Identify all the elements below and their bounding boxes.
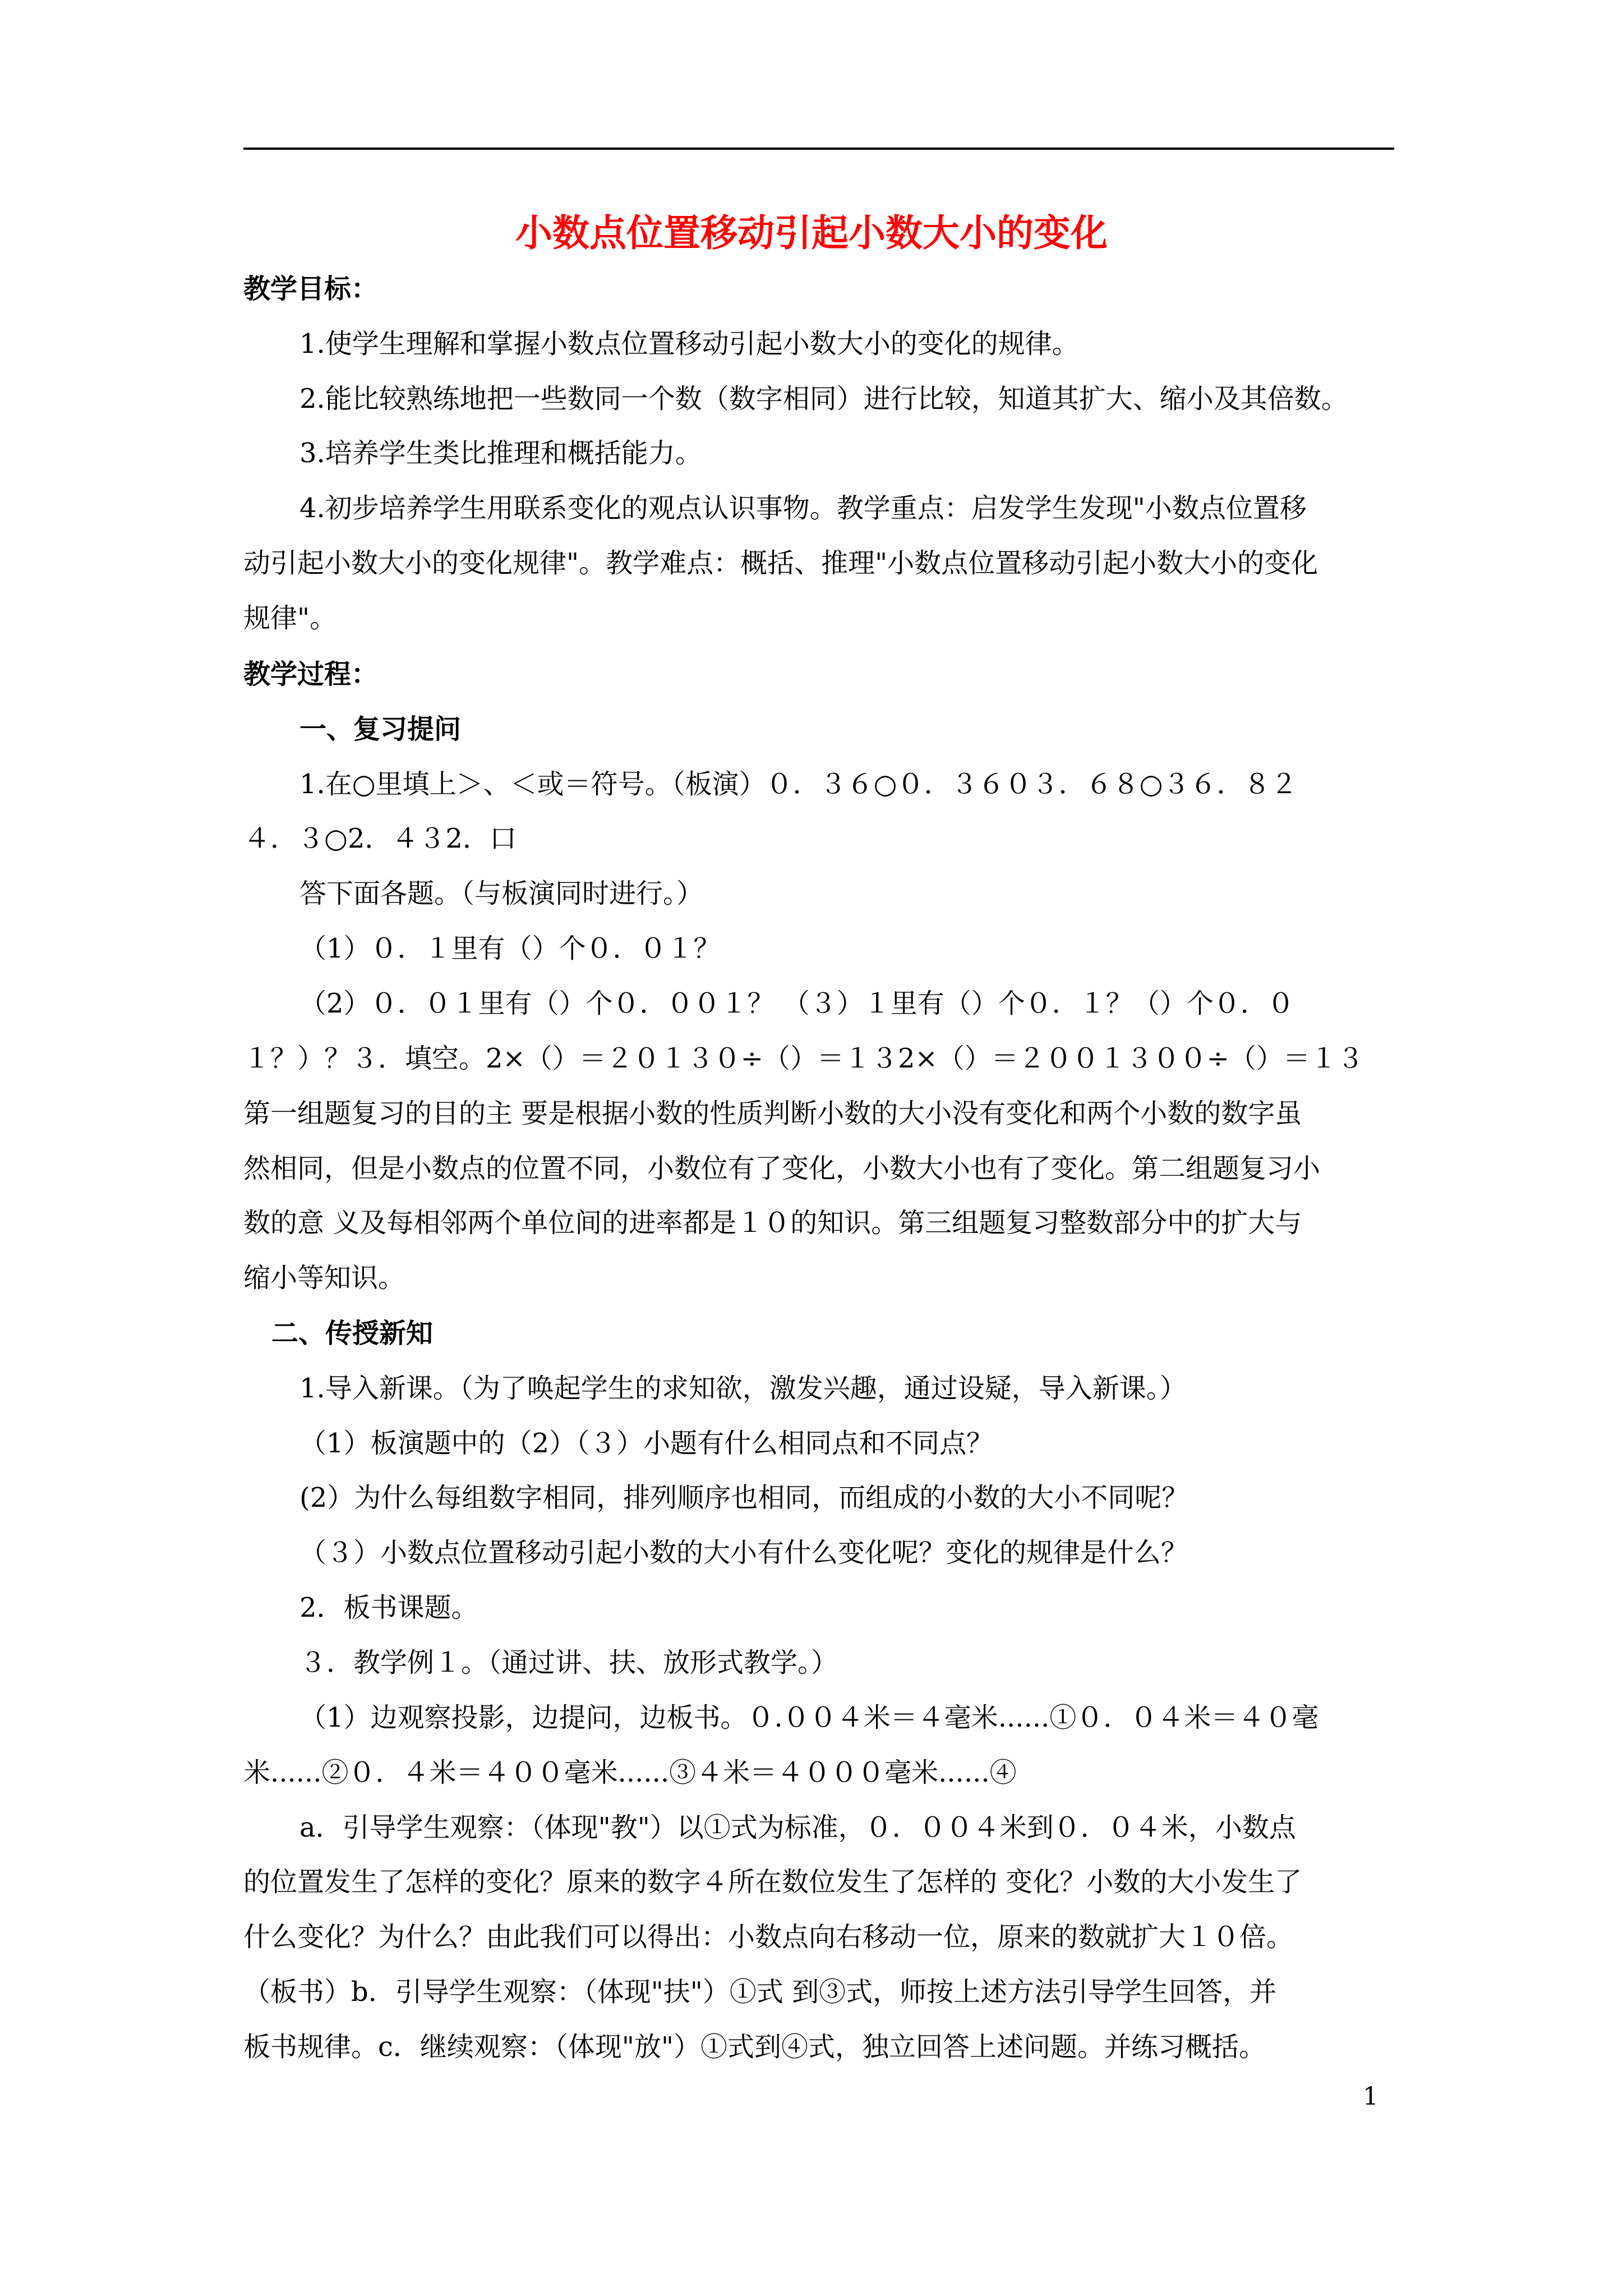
header-rule (243, 148, 1394, 150)
paragraph-line: 数的意 义及每相邻两个单位间的进率都是１０的知识。第三组题复习整数部分中的扩大与 (243, 1207, 1302, 1239)
paragraph-line: 1.导入新课。（为了唤起学生的求知欲，激发兴趣，通过设疑，导入新课。） (299, 1373, 1187, 1404)
paragraph-line: 动引起小数大小的变化规律"。教学难点：概括、推理"小数点位置移动引起小数大小的变化 (243, 547, 1318, 579)
page-title: 小数点位置移动引起小数大小的变化 (515, 211, 1108, 255)
paragraph-line: 2．板书课题。 (299, 1592, 478, 1623)
subsection-heading-review: 一、复习提问 (299, 714, 462, 745)
paragraph-line: 3.培养学生类比推理和概括能力。 (299, 438, 702, 469)
paragraph-line: 答下面各题。（与板演同时进行。） (299, 878, 704, 909)
paragraph-line: （1）边观察投影，边提问，边板书。０.００４米＝４毫米......①０．０４米＝４０毫 (299, 1702, 1319, 1733)
paragraph-line: １？）？３．填空。2×（）＝２０１３０÷（）＝１３2×（）＝２００１３００÷（）＝１３ (243, 1043, 1364, 1074)
paragraph-line: （2）０．０１里有（）个０．００１？ （３）１里有（）个０．１？（）个０．０ (299, 988, 1294, 1019)
paragraph-line: 米......②０．４米＝４００毫米......③４米＝４０００毫米......④ (243, 1757, 1017, 1788)
section-heading-objectives: 教学目标： (243, 273, 379, 305)
paragraph-line: （1）板演题中的（2）（３）小题有什么相同点和不同点？ (299, 1428, 994, 1459)
paragraph-line: 规律"。 (243, 602, 337, 634)
paragraph-line: 第一组题复习的目的主 要是根据小数的性质判断小数的大小没有变化和两个小数的数字虽 (243, 1098, 1302, 1129)
paragraph-line: 什么变化？为什么？由此我们可以得出：小数点向右移动一位，原来的数就扩大１０倍。 (243, 1921, 1294, 1953)
paragraph-line: （1）０．１里有（）个０．０１？ (299, 933, 721, 964)
paragraph-line: 4.初步培养学生用联系变化的观点认识事物。教学重点：启发学生发现"小数点位置移 (299, 493, 1307, 524)
paragraph-line: 板书规律。c．继续观察：（体现"放"）①式到④式，独立回答上述问题。并练习概括。 (243, 2031, 1266, 2063)
paragraph-line: 的位置发生了怎样的变化？原来的数字４所在数位发生了怎样的 变化？小数的大小发生了 (243, 1866, 1302, 1898)
section-heading-process: 教学过程： (243, 659, 379, 690)
paragraph-line: 然相同，但是小数点的位置不同，小数位有了变化，小数大小也有了变化。第二组题复习小 (243, 1153, 1321, 1184)
paragraph-line: 1.在○里填上＞、＜或＝符号。（板演）０．３６○０．３６０３．６８○３６．８２ (299, 769, 1298, 800)
paragraph-line: a．引导学生观察：（体现"教"）以①式为标准，０．００４米到０．０４米，小数点 (299, 1812, 1296, 1843)
paragraph-line: （３）小数点位置移动引起小数的大小有什么变化呢？变化的规律是什么？ (299, 1537, 1188, 1568)
paragraph-line: ４．３○2．４３2．口 (243, 823, 517, 854)
paragraph-line: ３．教学例１。（通过讲、扶、放形式教学。） (299, 1647, 838, 1678)
paragraph-line: 1.使学生理解和掌握小数点位置移动引起小数大小的变化的规律。 (299, 328, 1079, 360)
page-number: 1 (1363, 2082, 1378, 2111)
paragraph-line: (2）为什么每组数字相同，排列顺序也相同，而组成的小数的大小不同呢？ (299, 1482, 1189, 1513)
subsection-heading-new-knowledge: 二、传授新知 (271, 1318, 434, 1349)
paragraph-line: 2.能比较熟练地把一些数同一个数（数字相同）进行比较，知道其扩大、缩小及其倍数。 (299, 383, 1348, 415)
paragraph-line: 缩小等知识。 (243, 1262, 405, 1294)
paragraph-line: （板书）b．引导学生观察：（体现"扶"）①式 到③式，师按上述方法引导学生回答，并 (243, 1976, 1277, 2008)
